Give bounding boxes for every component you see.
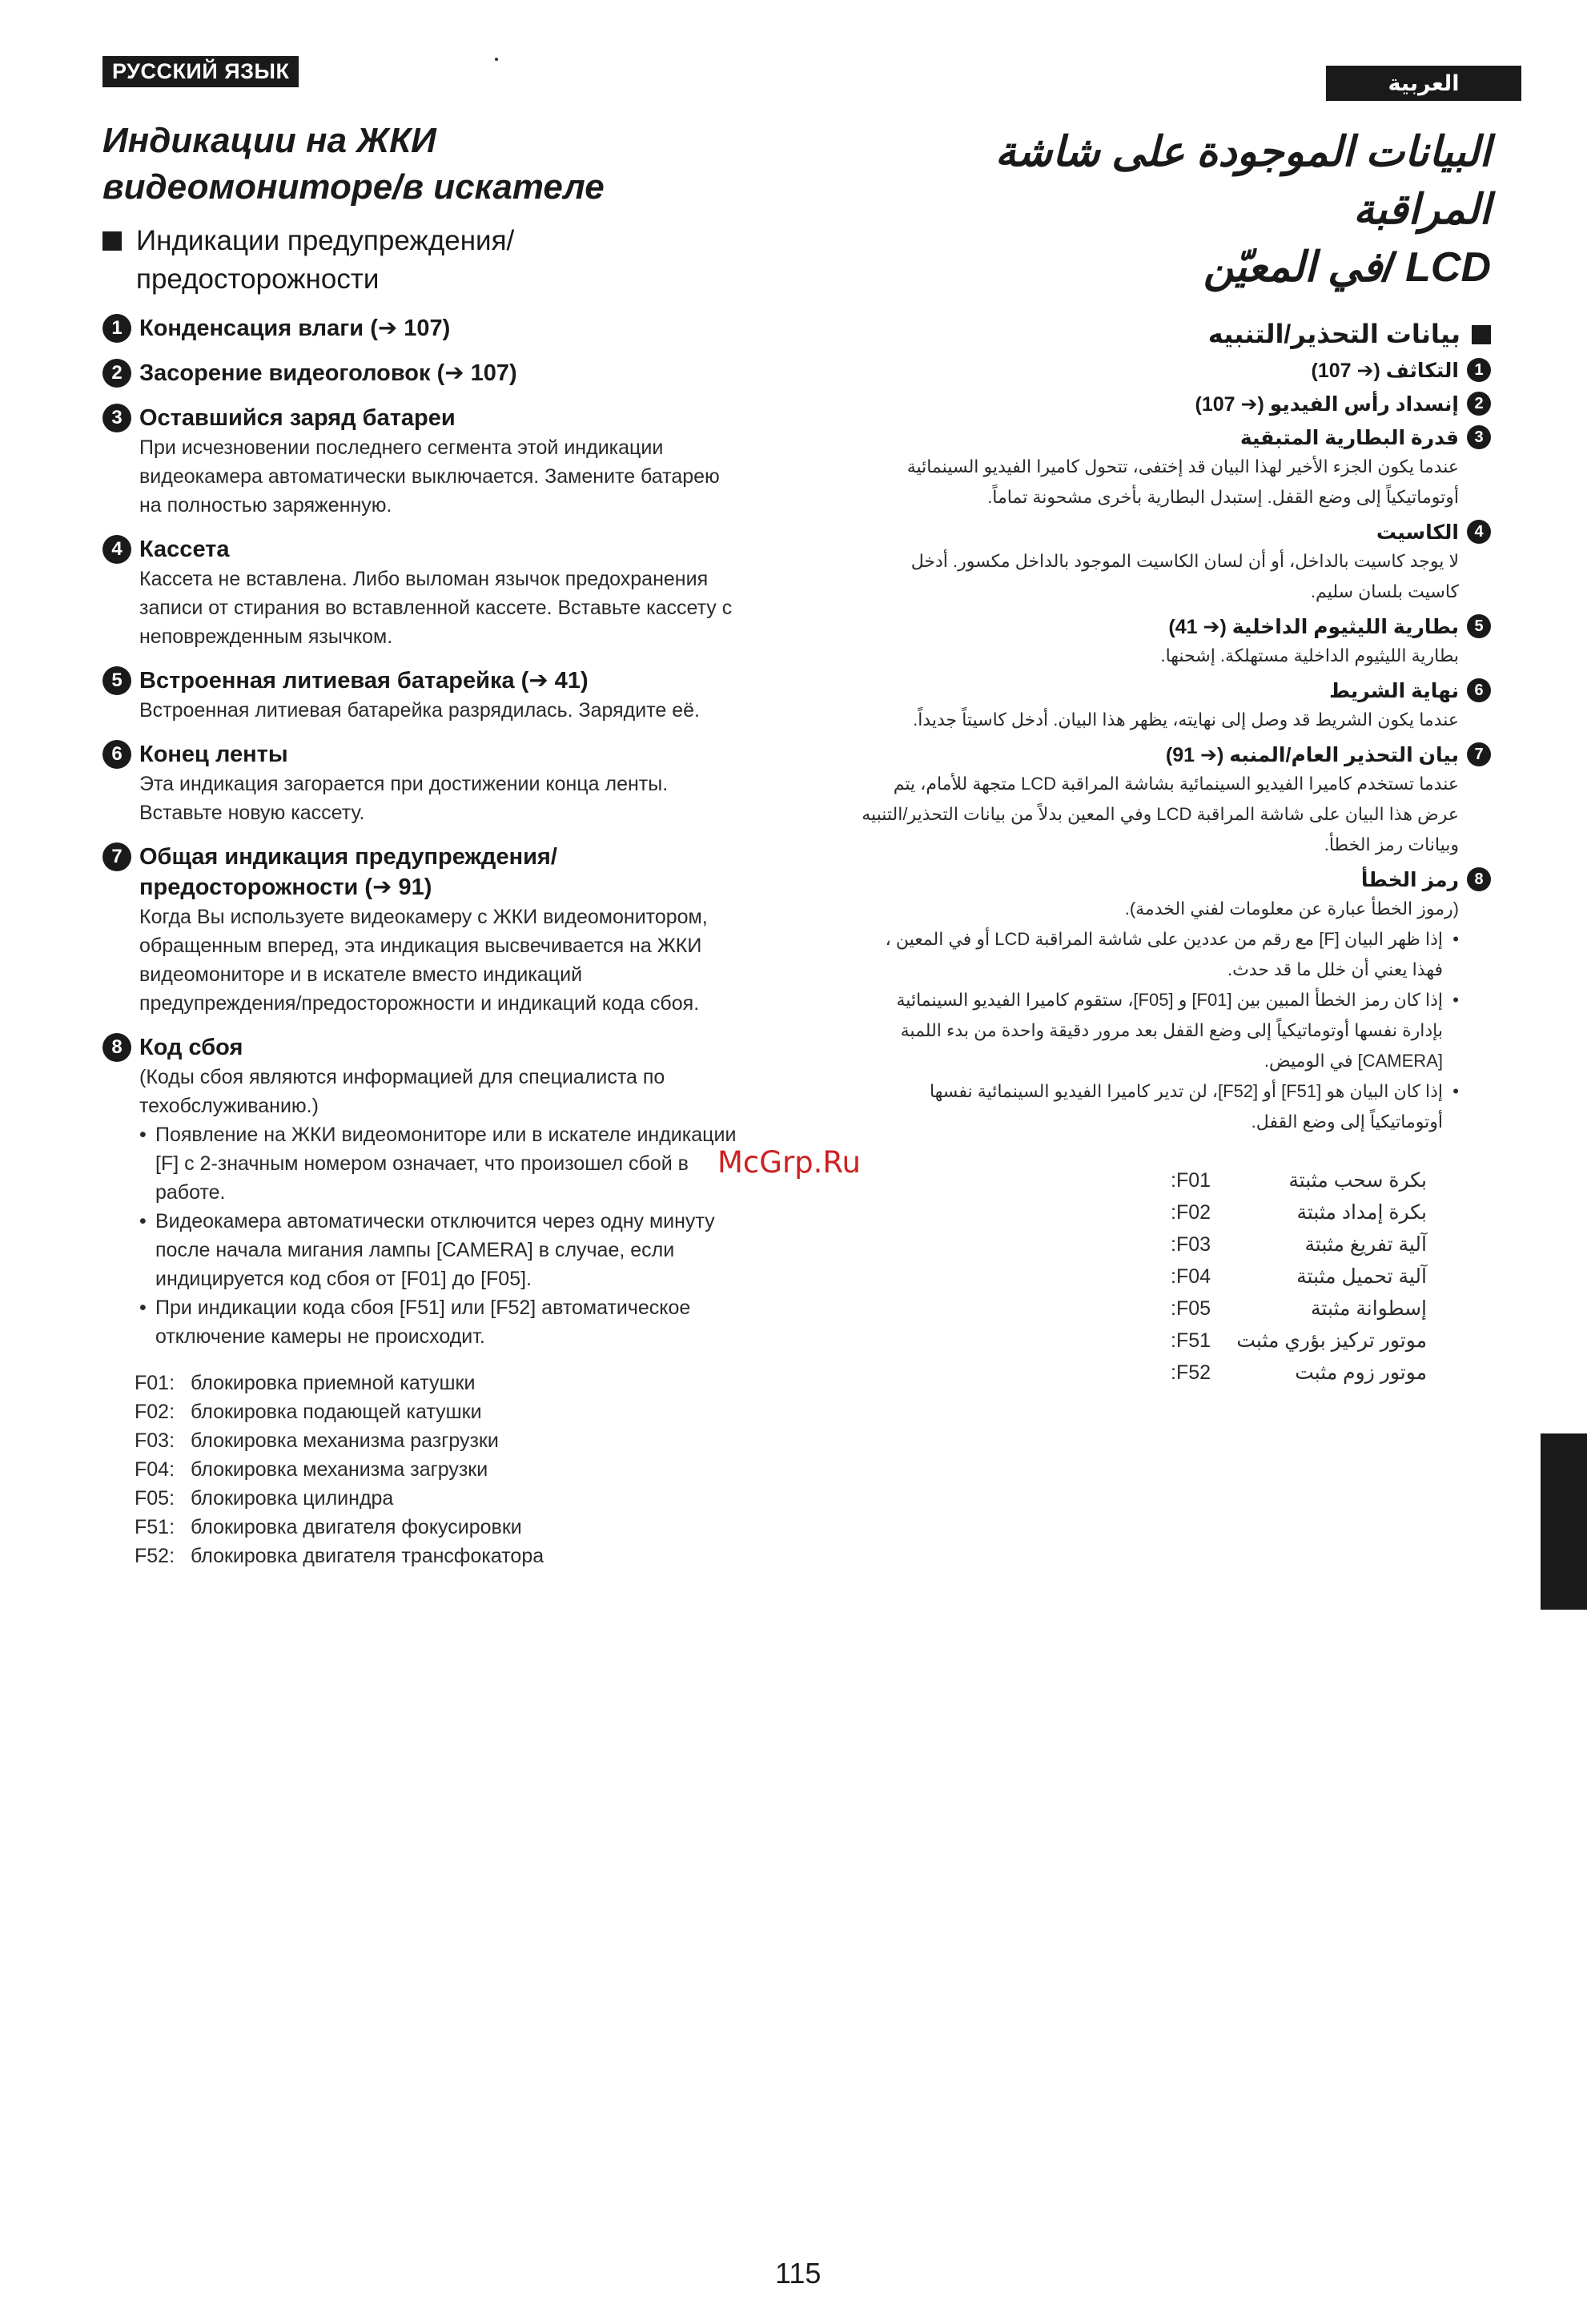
russian-item-2 — [102, 358, 743, 388]
square-bullet-icon — [1472, 325, 1491, 344]
error-code-row — [1171, 1261, 1459, 1293]
number-badge-icon: 4 — [102, 535, 131, 564]
number-badge-icon: 1 — [102, 314, 131, 343]
item-title: إنسداد رأس الفيديو (➔ 107) — [1195, 393, 1459, 416]
arabic-item-4 — [857, 519, 1491, 607]
item-header — [857, 391, 1491, 418]
error-code-description: блокировка механизма разгрузки — [191, 1429, 499, 1452]
bullet-dot-icon: • — [1452, 990, 1459, 1010]
error-code: F52: — [135, 1545, 175, 1567]
bullet-dot-icon: • — [1452, 1081, 1459, 1101]
item-header — [857, 357, 1491, 384]
bullet-text: Появление на ЖКИ видеомониторе или в искателе индикации [F] с 2-значным номером означает, что произошел сбой в работе. — [155, 1124, 737, 1204]
title-line-1: البيانات الموجودة على شاشة المراقبة — [994, 129, 1491, 233]
item-body: عندما تستخدم كاميرا الفيديو السينمائية بشاشة المراقبة LCD متجهة للأمام، يتم عرض هذا البيان على شاشة المراقبة LCD وفي المعين بدلاً من بيانات التحذير/التنبيه وبيانات رمز الخطأ. — [862, 774, 1459, 854]
item-body: عندما يكون الشريط قد وصل إلى نهايته، يظهر هذا البيان. أدخل كاسيتاً جديداً. — [913, 710, 1459, 730]
item-header — [102, 313, 743, 344]
error-code-description: блокировка цилиндра — [191, 1487, 394, 1510]
item-title: Конец ленты — [139, 742, 288, 767]
error-code-row — [1171, 1164, 1459, 1196]
page-number: 115 — [775, 2257, 822, 2290]
error-code-row — [1171, 1357, 1459, 1389]
item-body: بطارية الليثيوم الداخلية مستهلكة. إشحنها. — [1160, 645, 1459, 665]
subhead-line-1: Индикации предупреждения/ — [136, 225, 515, 256]
item-header — [857, 519, 1491, 546]
russian-items-list — [102, 313, 743, 1018]
error-code-row — [1171, 1196, 1459, 1228]
bullet-item — [857, 924, 1459, 985]
russian-bullet-list — [102, 1120, 743, 1351]
arabic-items-list — [857, 357, 1491, 860]
bullet-text: إذا كان رمز الخطأ المبين بين [F01] و [F05]، ستقوم كاميرا الفيديو السينمائية بإدارة نفسها أوتوماتيكياً إلى وضع القفل بعد مرور دقيقة واحدة من بدء اللمبة [CAMERA] في الوميض. — [896, 990, 1443, 1071]
error-code-row — [1171, 1325, 1459, 1357]
item-body: Кассета не вставлена. Либо выломан язычок предохранения записи от стирания во вставленной кассете. Вставьте кассету с неповрежденным язычком. — [139, 568, 733, 648]
item-header — [857, 677, 1491, 705]
number-badge-icon: 1 — [1467, 358, 1491, 382]
item-body: При исчезновении последнего сегмента этой индикации видеокамера автоматически выключается. Замените батарею на полностью заряженную. — [139, 436, 720, 517]
number-badge-icon: 5 — [102, 666, 131, 695]
item-title: Засорение видеоголовок (➔ 107) — [139, 360, 517, 386]
arabic-bullet-list — [857, 924, 1491, 1137]
russian-page-title — [102, 118, 743, 211]
square-bullet-icon — [102, 231, 122, 251]
russian-item-5 — [102, 665, 743, 725]
bullet-item — [857, 985, 1459, 1076]
error-code-description: блокировка двигателя трансфокатора — [191, 1545, 544, 1567]
item-title: Код сбоя — [139, 1035, 243, 1060]
title-line-2: видеомониторе/в искателе — [102, 167, 605, 207]
item-header — [102, 403, 743, 433]
error-code: :F05 — [1171, 1297, 1211, 1320]
item-header — [102, 842, 743, 903]
bullet-text: При индикации кода сбоя [F51] или [F52] автоматическое отключение камеры не происходит. — [155, 1297, 691, 1348]
number-badge-icon: 5 — [1467, 614, 1491, 638]
number-badge-icon: 2 — [1467, 392, 1491, 416]
russian-item-1 — [102, 313, 743, 344]
error-code: :F03 — [1171, 1233, 1211, 1256]
number-badge-icon: 4 — [1467, 520, 1491, 544]
item-title: Кассета — [139, 537, 230, 562]
number-badge-icon: 8 — [102, 1033, 131, 1062]
russian-section-heading — [102, 222, 743, 299]
arabic-item-5 — [857, 613, 1491, 671]
russian-error-codes — [102, 1369, 743, 1570]
item-title: قدرة البطارية المتبقية — [1239, 427, 1459, 449]
arabic-page-title — [857, 123, 1491, 296]
error-code-row — [135, 1369, 743, 1397]
item-header — [857, 742, 1491, 769]
error-code-description: блокировка двигателя фокусировки — [191, 1516, 522, 1538]
error-code: F05: — [135, 1487, 175, 1510]
subhead-text: بيانات التحذير/التنبيه — [1207, 320, 1460, 348]
bullet-item — [857, 1076, 1459, 1137]
number-badge-icon: 7 — [102, 842, 131, 871]
error-code-description: إسطوانة مثبتة — [1311, 1297, 1427, 1320]
error-code: F51: — [135, 1516, 175, 1538]
number-badge-icon: 2 — [102, 359, 131, 388]
error-code: :F51 — [1171, 1329, 1211, 1352]
item-title: رمز الخطأ — [1360, 869, 1459, 891]
item-header — [857, 613, 1491, 641]
item-intro: (Коды сбоя являются информацией для специалиста по техобслуживанию.) — [139, 1066, 665, 1117]
error-code-row — [1171, 1293, 1459, 1325]
arabic-item-8 — [857, 866, 1491, 1137]
number-badge-icon: 3 — [102, 404, 131, 432]
item-title: Конденсация влаги (➔ 107) — [139, 316, 451, 341]
error-code-description: موتور تركيز بؤري مثبت — [1236, 1329, 1427, 1352]
item-header — [102, 534, 743, 565]
error-code: :F04 — [1171, 1265, 1211, 1288]
item-title: نهاية الشريط — [1329, 680, 1459, 702]
error-code: F02: — [135, 1401, 175, 1423]
error-code-description: بكرة سحب مثبتة — [1288, 1169, 1427, 1192]
item-title: بيان التحذير العام/المنبه (➔ 91) — [1165, 744, 1459, 766]
bullet-text: إذا كان البيان هو [F51] أو [F52]، لن تدير كاميرا الفيديو السينمائية نفسها أوتوماتيكياً إلى وضع القفل. — [929, 1081, 1443, 1132]
error-code-row — [135, 1484, 743, 1513]
item-title: الكاسيت — [1376, 521, 1459, 544]
arabic-column — [857, 62, 1491, 1389]
number-badge-icon: 7 — [1467, 742, 1491, 766]
bullet-dot-icon: • — [139, 1297, 147, 1319]
arabic-error-codes — [1171, 1164, 1459, 1389]
arabic-section-heading — [857, 317, 1491, 351]
error-code-description: آلية تحميل مثبتة — [1296, 1265, 1427, 1288]
bullet-dot-icon: • — [139, 1124, 147, 1146]
bullet-text: إذا ظهر البيان [F] مع رقم من عددين على شاشة المراقبة LCD أو في المعين ، فهذا يعني أن خلل ما قد حدث. — [885, 929, 1443, 979]
title-line-2: LCD /في المعيّن — [1203, 244, 1491, 291]
bullet-dot-icon: • — [139, 1210, 147, 1232]
item-title: Встроенная литиевая батарейка (➔ 41) — [139, 668, 589, 694]
error-code: F01: — [135, 1372, 175, 1394]
error-code: :F02 — [1171, 1201, 1211, 1224]
item-body: عندما يكون الجزء الأخير لهذا البيان قد إختفى، تتحول كاميرا الفيديو السينمائية أوتوماتيكياً إلى وضع القفل. إستبدل البطارية بأخرى مشحونة تماماً. — [906, 456, 1459, 507]
arabic-language-tag: العربية — [1326, 66, 1521, 101]
item-title: بطارية الليثيوم الداخلية (➔ 41) — [1168, 616, 1459, 638]
error-code-description: بكرة إمداد مثبتة — [1296, 1201, 1427, 1224]
item-body: Когда Вы используете видеокамеру с ЖКИ видеомонитором, обращенным вперед, эта индикация высвечивается на ЖКИ видеомониторе и в искателе вместо индикаций предупреждения/предосторожности и индикаций кода сбоя. — [139, 906, 708, 1015]
arabic-item-2 — [857, 391, 1491, 418]
item-header — [857, 424, 1491, 452]
error-code-row — [135, 1426, 743, 1455]
error-code: :F01 — [1171, 1169, 1211, 1192]
bullet-item — [139, 1207, 743, 1293]
number-badge-icon: 8 — [1467, 867, 1491, 891]
error-code-row — [135, 1397, 743, 1426]
item-title: التكاثف (➔ 107) — [1311, 360, 1459, 382]
number-badge-icon: 3 — [1467, 425, 1491, 449]
error-code-row — [135, 1455, 743, 1484]
russian-item-6 — [102, 739, 743, 827]
subhead-line-2: предосторожности — [136, 263, 380, 295]
side-thumb-tab — [1541, 1433, 1587, 1610]
watermark: McGrp.Ru — [717, 1145, 861, 1180]
item-body: لا يوجد كاسيت بالداخل، أو أن لسان الكاسيت الموجود بالداخل مكسور. أدخل كاسيت بلسان سليم. — [910, 551, 1459, 601]
russian-item-7 — [102, 842, 743, 1018]
error-code: F03: — [135, 1429, 175, 1452]
error-code-row — [1171, 1228, 1459, 1261]
russian-column — [102, 56, 743, 1570]
item-intro: (رموز الخطأ عبارة عن معلومات لفني الخدمة). — [1124, 899, 1459, 919]
number-badge-icon: 6 — [1467, 678, 1491, 702]
arabic-item-3 — [857, 424, 1491, 513]
arabic-item-7 — [857, 742, 1491, 860]
error-code-description: блокировка механизма загрузки — [191, 1458, 488, 1481]
item-title: Оставшийся заряд батареи — [139, 405, 456, 431]
error-code-description: موتور زوم مثبت — [1295, 1361, 1427, 1384]
error-code-description: блокировка приемной катушки — [191, 1372, 476, 1394]
bullet-item — [139, 1120, 743, 1207]
item-title: Общая индикация предупреждения/ предосторожности (➔ 91) — [139, 844, 557, 900]
error-code: :F52 — [1171, 1361, 1211, 1384]
item-body: Эта индикация загорается при достижении конца ленты. Вставьте новую кассету. — [139, 773, 669, 824]
arabic-item-6 — [857, 677, 1491, 735]
russian-item-8 — [102, 1032, 743, 1351]
item-header — [102, 358, 743, 388]
russian-item-3 — [102, 403, 743, 520]
item-body: Встроенная литиевая батарейка разрядилась. Зарядите её. — [139, 699, 700, 722]
error-code-description: блокировка подающей катушки — [191, 1401, 482, 1423]
item-header — [102, 665, 743, 696]
bullet-item — [139, 1293, 743, 1351]
russian-item-4 — [102, 534, 743, 651]
bullet-dot-icon: • — [1452, 929, 1459, 949]
arabic-item-1 — [857, 357, 1491, 384]
error-code-row — [135, 1542, 743, 1570]
error-code-row — [135, 1513, 743, 1542]
russian-language-tag: РУССКИЙ ЯЗЫК — [102, 56, 299, 87]
title-line-1: Индикации на ЖКИ — [102, 121, 436, 160]
error-code: F04: — [135, 1458, 175, 1481]
item-header — [102, 739, 743, 770]
bullet-text: Видеокамера автоматически отключится через одну минуту после начала мигания лампы [CAMERA] в случае, если индицируется код сбоя от [F01] до [F05]. — [155, 1210, 715, 1290]
error-code-description: آلية تفريغ مثبتة — [1304, 1233, 1427, 1256]
number-badge-icon: 6 — [102, 740, 131, 769]
